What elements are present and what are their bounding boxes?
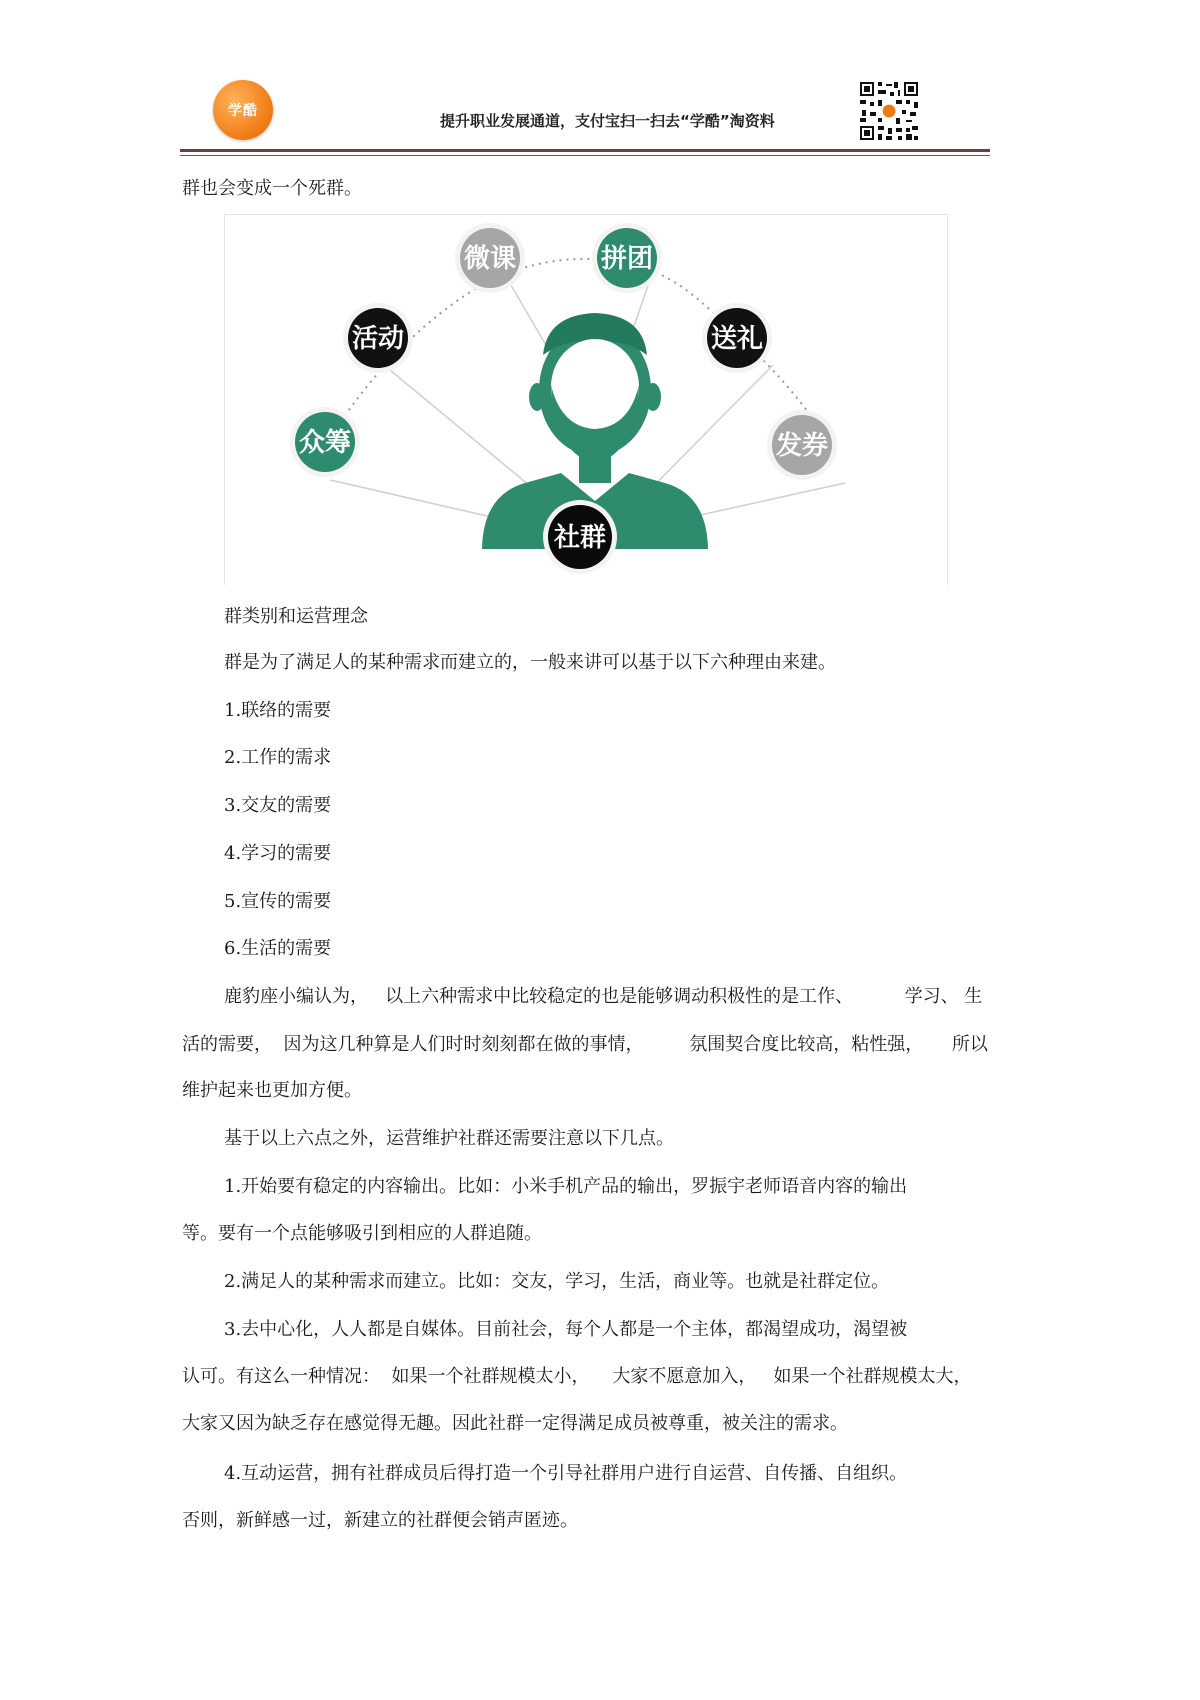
node-community [543, 500, 617, 574]
node-microcourse [455, 223, 525, 293]
paragraph-b: 基于以上六点之外，运营维护社群还需要注意以下几点。 [224, 1128, 674, 1149]
header-slogan: 提升职业发展通道，支付宝扫一扫去“学酷”淘资料 [440, 112, 775, 130]
point-4-line2: 否则，新鲜感一过，新建立的社群便会销声匿迹。 [182, 1510, 578, 1531]
lead-paragraph: 群是为了满足人的某种需求而建立的，一般来讲可以基于以下六种理由来建。 [224, 652, 836, 673]
brand-logo [213, 80, 273, 140]
node-microcourse-label: 微课 [463, 244, 517, 274]
node-activity-label: 活动 [351, 324, 405, 354]
brand-logo-text: 学酷 [228, 103, 258, 119]
need-item-4: 4.学习的需要 [224, 843, 332, 864]
point-3-line2: 认可。有这么一种情况： 如果一个社群规模太小， 大家不愿意加入， 如果一个社群规模太大， [182, 1366, 972, 1387]
node-gift [702, 303, 772, 373]
community-diagram [224, 214, 948, 585]
need-item-2: 2.工作的需求 [224, 747, 332, 768]
node-activity [343, 303, 413, 373]
paragraph-a-line1: 鹿豹座小编认为， 以上六种需求中比较稳定的也是能够调动积极性的是工作、 学习、 生 [224, 986, 983, 1007]
need-item-5: 5.宣传的需要 [224, 891, 332, 912]
point-2-line1: 2.满足人的某种需求而建立。比如：交友，学习，生活，商业等。也就是社群定位。 [224, 1271, 890, 1292]
intro-tail-text: 群也会变成一个死群。 [182, 178, 362, 199]
header-rule-thin [180, 155, 990, 156]
node-gift-label: 送礼 [710, 324, 764, 354]
header-rule-thick [180, 149, 990, 152]
node-groupbuy-label: 拼团 [600, 244, 654, 274]
point-1-line1: 1.开始要有稳定的内容输出。比如：小米手机产品的输出，罗振宇老师语音内容的输出 [224, 1176, 908, 1197]
node-coupon-label: 发券 [775, 431, 829, 461]
qr-code-icon [858, 80, 920, 142]
need-item-1: 1.联络的需要 [224, 700, 332, 721]
point-3-line3: 大家又因为缺乏存在感觉得无趣。因此社群一定得满足成员被尊重，被关注的需求。 [182, 1413, 848, 1434]
paragraph-a-line2: 活的需要， 因为这几种算是人们时时刻刻都在做的事情， 氛围契合度比较高，粘性强， 所以 [182, 1034, 988, 1055]
node-crowdfunding-label: 众筹 [298, 428, 352, 458]
point-4-line1: 4.互动运营，拥有社群成员后得打造一个引导社群用户进行自运营、自传播、自组织。 [224, 1463, 908, 1484]
node-community-label: 社群 [553, 523, 607, 553]
section-title: 群类别和运营理念 [224, 606, 368, 627]
page-header [0, 0, 1200, 170]
paragraph-a-line3: 维护起来也更加方便。 [182, 1080, 362, 1101]
node-crowdfunding [290, 407, 360, 477]
need-item-6: 6.生活的需要 [224, 938, 332, 959]
node-groupbuy [592, 223, 662, 293]
point-3-line1: 3.去中心化，人人都是自媒体。目前社会，每个人都是一个主体，都渴望成功，渴望被 [224, 1319, 908, 1340]
need-item-3: 3.交友的需要 [224, 795, 332, 816]
point-1-line2: 等。要有一个点能够吸引到相应的人群追随。 [182, 1223, 542, 1244]
node-coupon [767, 410, 837, 480]
